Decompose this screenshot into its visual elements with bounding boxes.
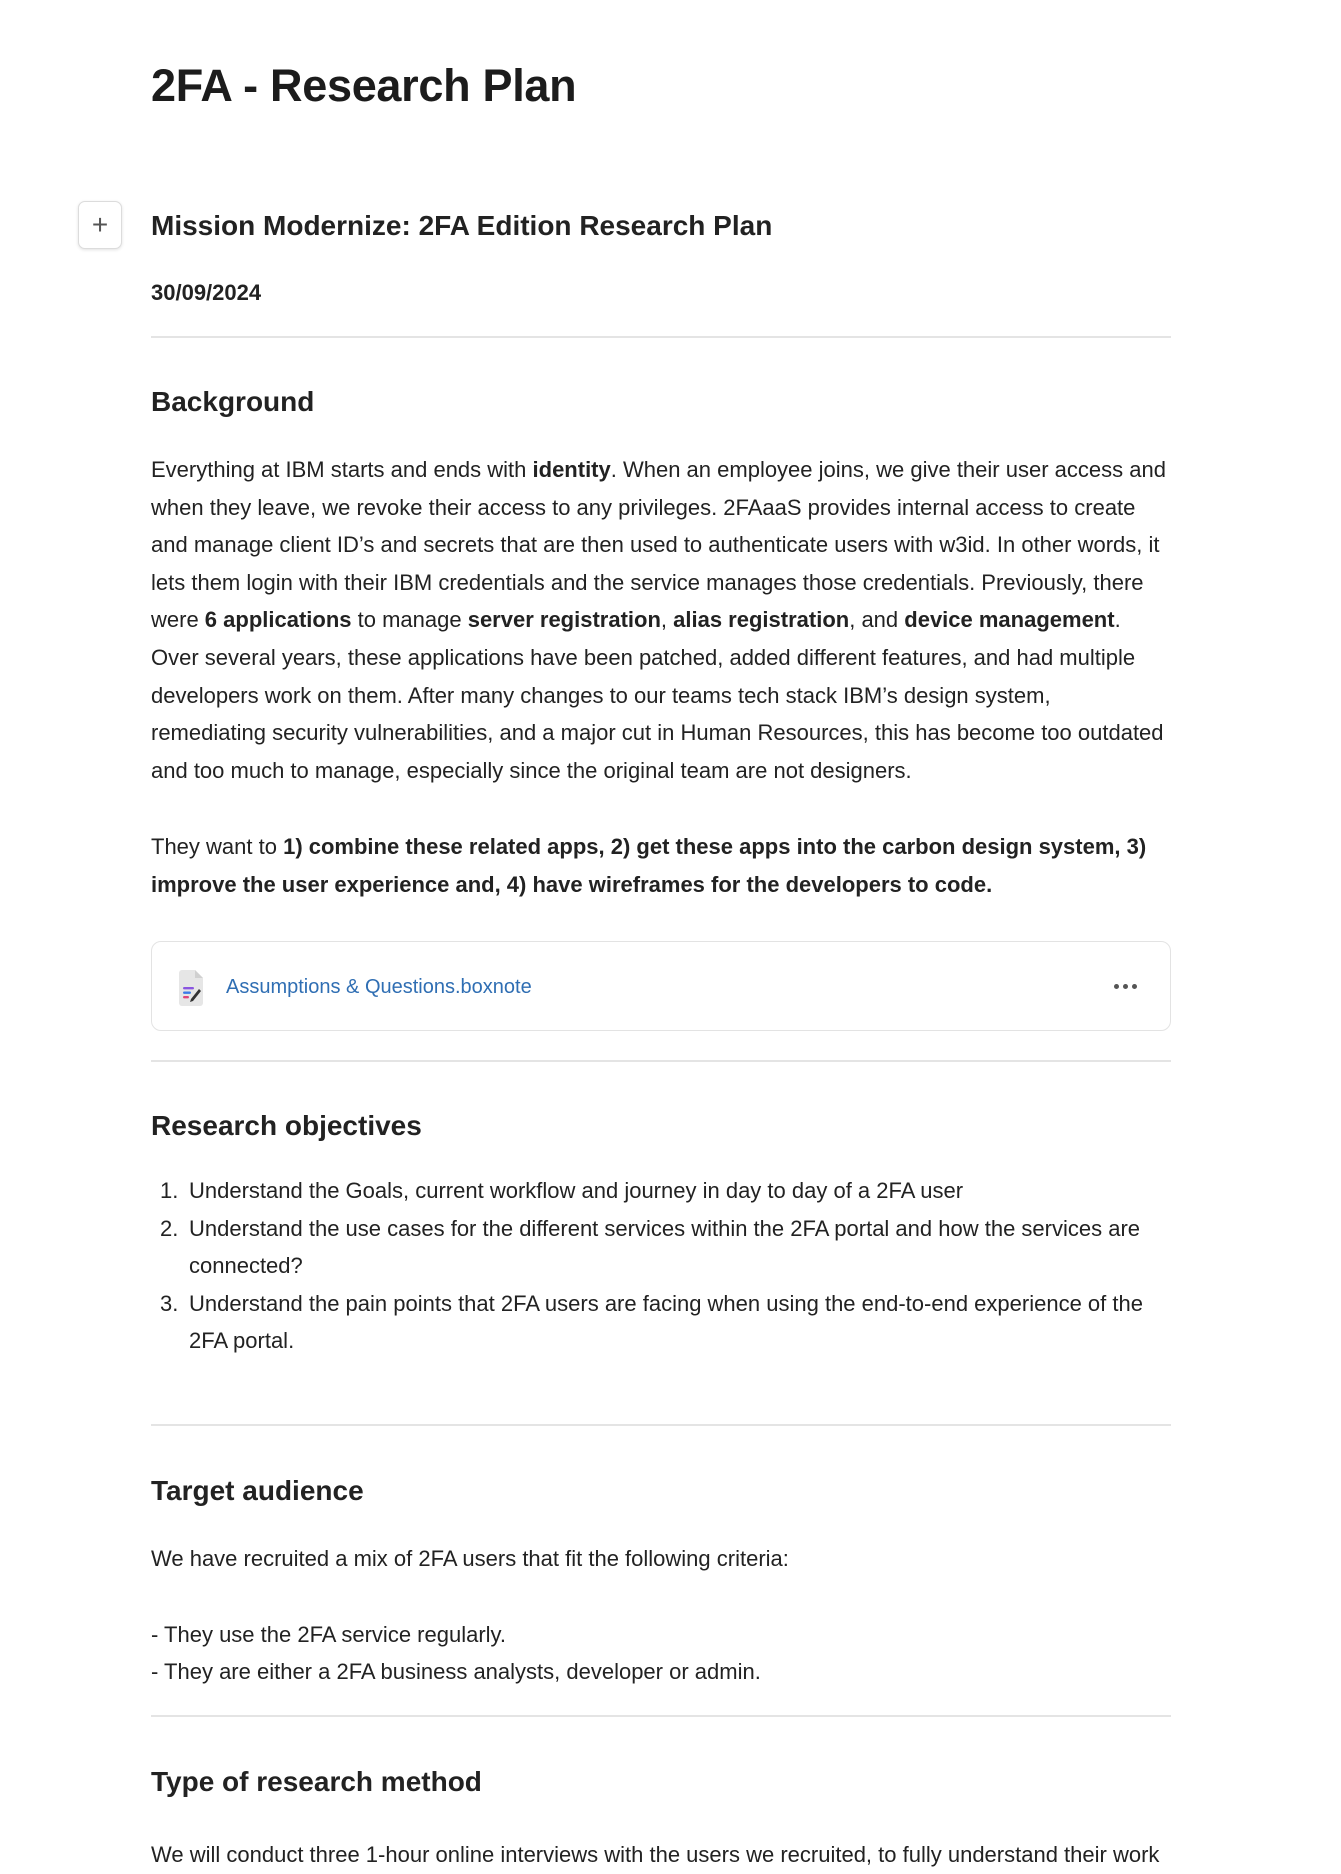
objectives-heading: Research objectives [151,1110,422,1141]
divider [151,1715,1171,1717]
ellipsis-dot-icon [1123,984,1128,989]
method-partial-text: We will conduct three 1-hour online interviews with the users we recruited, to fully understand their work [151,1842,1160,1867]
divider [151,1424,1171,1426]
method-heading: Type of research method [151,1766,482,1797]
attachment-file-link[interactable]: Assumptions & Questions.boxnote [226,976,532,998]
page-title: 2FA - Research Plan [151,60,577,111]
background-paragraph: Everything at IBM starts and ends with identity. When an employee joins, we give their user access and when they leave, we revoke their access to any privileges. 2FAaaS provides internal access to create and manage client ID’s and secrets that are then used to authenticate users with w3id. In other words, it lets them login with their IBM credentials and the service manages those credentials. Previously, there were 6 applications to manage server registration, alias registration, and device management. Over several years, these applications have been patched, added different features, and had multiple developers work on them. After many changes to our teams tech stack IBM’s design system, remediating security vulnerabilities, and a major cut in Human Resources, this has become too outdated and too much to manage, especially since the original team are not designers. [151,457,1166,783]
objectives-list [151,1172,1171,1360]
audience-intro: We have recruited a mix of 2FA users that fit the following criteria: [151,1546,789,1571]
criteria-item: - They are either a 2FA business analysts, developer or admin. [151,1659,761,1684]
background-heading: Background [151,386,315,417]
add-block-button[interactable]: + [78,201,122,249]
boxnote-file-icon [177,970,205,1006]
list-item: 2. Understand the use cases for the different services within the 2FA portal and how the services are connected? [160,1215,1141,1279]
list-item: 3. Understand the pain points that 2FA users are facing when using the end-to-end experience of the 2FA portal. [160,1290,1143,1354]
attachment-card[interactable] [151,941,1171,1031]
document-subtitle: Mission Modernize: 2FA Edition Research Plan [151,210,773,241]
ellipsis-dot-icon [1132,984,1137,989]
divider [151,1060,1171,1062]
ellipsis-dot-icon [1114,984,1119,989]
goals-paragraph: They want to 1) combine these related apps, 2) get these apps into the carbon design system, 3) improve the user experience and, 4) have wireframes for the developers to code. [151,834,1147,897]
document-date: 30/09/2024 [151,280,262,305]
list-item: 1. Understand the Goals, current workflow and journey in day to day of a 2FA user [160,1178,964,1203]
divider [151,336,1171,338]
criteria-item: - They use the 2FA service regularly. [151,1622,507,1647]
audience-heading: Target audience [151,1475,364,1506]
more-options-button[interactable] [1108,972,1142,1000]
